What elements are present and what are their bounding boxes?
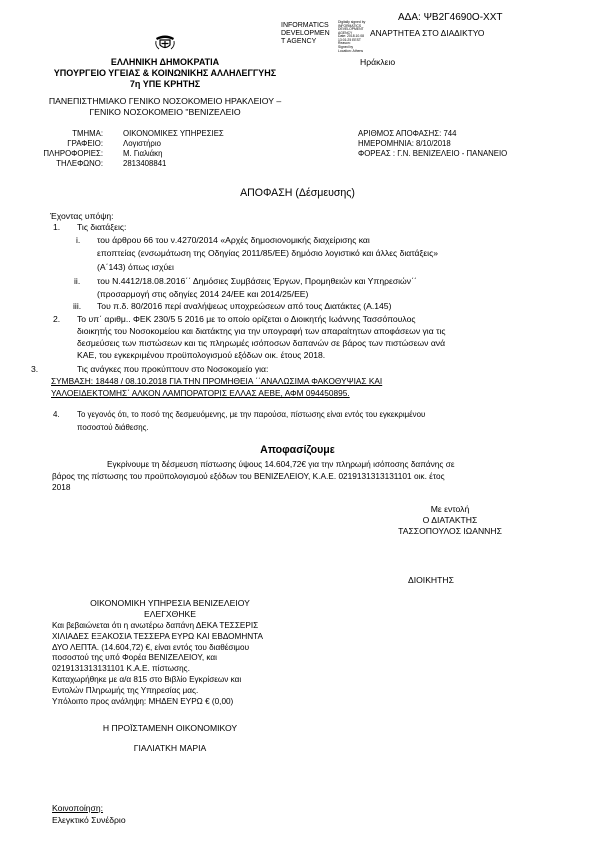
decision-body: ΦΟΡΕΑΣ : Γ.Ν. ΒΕΝΙΖΕΛΕΙΟ - ΠΑΝΑΝΕΙΟ [358, 149, 508, 159]
signatory-role: ΔΙΟΙΚΗΤΗΣ [408, 575, 454, 585]
decision-number: ΑΡΙΘΜΟΣ ΑΠΟΦΑΣΗΣ: 744 [358, 129, 457, 138]
digital-signature-label: INFORMATICS DEVELOPMEN T AGENCY [281, 22, 330, 45]
digital-signature-details: Digitally signed by INFORMATICS DEVELOPMENT AGENCY Date: 2018.10.08 13:01:25 EEST Reason: Signed by Location: Athens [338, 20, 366, 53]
contract-line-1: ΣΥΜΒΑΣΗ: 18448 / 08.10.2018 ΓΙΑ ΤΗΝ ΠΡΟΜΗΘΕΙΑ ΄΄ΑΝΑΛΩΣΙΜΑ ΦΑΚΟΘΥΨΙΑΣ ΚΑΙ [51, 376, 383, 386]
notification-recipient: Ελεγκτικό Συνέδριο [52, 815, 126, 825]
decide-heading: Αποφασίζουμε [260, 444, 335, 456]
item-1-text: Τις διατάξεις: [77, 222, 127, 232]
finance-verification: Και βεβαιώνεται ότι η ανωτέρω δαπάνη ΔΕΚΑ ΤΕΣΣΕΡΙΣ ΧΙΛΙΑΔΕΣ ΕΞΑΚΟΣΙΑ ΤΕΣΣΕΡΑ ΕΥΡΩ ΚΑΙ ΕΒΔΟΜΗΝΤΑ ΔΥΟ ΛΕΠΤΑ. (14.604,72) €, είναι εντός του διαθέσιμου ποσοστού της υπό Φορέα ΒΕΝΙΖΕΛΕΙΟΥ, και 0219131313131101 Κ.Α.Ε. πίστωσης. Καταχωρήθηκε με α/α 815 στο Βιβλίο Εγκρίσεων και Εντολών Πληρωμής της Υπηρεσίας μας. Υπόλοιπο προς ανάληψη: ΜΗΔΕΝ ΕΥΡΩ € (0,00) [52, 621, 264, 706]
place: Ηράκλειο [360, 57, 396, 67]
signature-block: Με εντολή Ο ΔΙΑΤΑΚΤΗΣ ΤΑΣΣΟΠΟΥΛΟΣ ΙΩΑΝΝΗΣ [398, 504, 502, 537]
finance-head: Η ΠΡΟΪΣΤΑΜΕΝΗ ΟΙΚΟΝΟΜΙΚΟΥ ΓΙΑΛΙΑΤΚΗ ΜΑΡΙΑ [102, 723, 238, 754]
issuer-block [40, 57, 290, 89]
details-right [358, 129, 507, 159]
publish-note: ΑΝΑΡΤΗΤΕΑ ΣΤΟ ΔΙΑΔΙΚΤΥΟ [370, 28, 485, 38]
decision-document: ΑΔΑ: ΨΒ2Γ4690Ο-ΧΧΤ INFORMATICS DEVELOPMEN T AGENCY Digitally signed by INFORMATICS DEVELOPMENT AGENCY Date: 2018.10.08 13:01:25 EEST Reason: Signed by Location: Athens ΑΝΑΡΤΗΤΕΑ ΣΤΟ ΔΙΑΔΙΚΤΥΟ Ηράκλειο ΕΛΛΗΝΙΚΗ ΔΗΜΟΚΡΑΤΙΑ ΥΠΟΥΡΓΕΙΟ ΥΓΕΙΑΣ & ΚΟΙΝΩΝΙΚΗΣ ΑΛΛΗΛΕΓΓΥΗΣ 7η ΥΠΕ ΚΡΗΤΗΣ ΠΑΝΕΠΙΣΤΗΜΙΑΚΟ ΓΕΝΙΚΟ ΝΟΣΟΚΟΜΕΙΟ ΗΡΑΚΛΕΙΟΥ – ΓΕΝΙΚΟ ΝΟΣΟΚΟΜΕΙΟ "ΒΕΝΙΖΕΛΕΙΟ ΤΜΗΜΑ: ΟΙΚΟΝΟΜΙΚΕΣ ΥΠΗΡΕΣΙΕΣ ΓΡΑΦΕΙΟ: Λογιστήριο ΠΛΗΡΟΦΟΡΙΕΣ: Μ. Γιαλιάκη ΤΗΛΕΦΩΝΟ: 2813408841 ΑΡΙΘΜΟΣ ΑΠΟΦΑΣΗΣ: 744 ΗΜΕΡΟΜΗΝΙΑ: 8/10/2018 ΦΟΡΕΑΣ : Γ.Ν. ΒΕΝΙΖΕΛΕΙΟ - ΠΑΝΑΝΕΙΟ ΑΠΟΦΑΣΗ (Δέσμευσης) Έχοντας υπόψη: 1. Τις διατάξεις: i. του άρθρου 66 του ν.4270/2014 «Αρχές δημοσιονομικής διαχείρισης και εποπτείας (ενσωμάτωση της Οδηγίας 2011/85/ΕΕ) δημόσιο λογιστικό και άλλες διατάξεις» (Α΄143) όπως ισχύει ii. του Ν.4412/18.08.2016΄΄ Δημόσιες Συμβάσεις Έργων, Προμηθειών και Υπηρεσιών΄΄ (προσαρμογή στις οδηγίες 2014 24/ΕΕ και 2014/25/ΕΕ) iii. Του π.δ. 80/2016 περί αναλήψεως υποχρεώσεων από τους Διατάκτες (Α.145) 2. Το υπ΄ αριθμ.. ΦΕΚ 230/5 5 2016 με το οποίο ορίζεται ο Διοικητής Ιωάννης Τασσόπουλος διοικητής του Νοσοκομείου και διατάκτης για την υπογραφή των απαραίτητων αποφάσεων για τις δεσμεύσεις των πιστώσεων και τις πληρωμές ισόποσων δαπανών σε βάρος των πιστώσεων ανά ΚΑΕ, του εγκεκριμένου προϋπολογισμού εξόδων οικ. έτους 2018. 3. Τις ανάγκες που προκύπτουν στο Νοσοκομείο για: ΣΥΜΒΑΣΗ: 18448 / 08.10.2018 ΓΙΑ ΤΗΝ ΠΡΟΜΗΘΕΙΑ ΄΄ΑΝΑΛΩΣΙΜΑ ΦΑΚΟΘΥΨΙΑΣ ΚΑΙ ΥΑΛΟΕΙΔΕΚΤΟΜΗΣ΄ ΑΛΚΟΝ ΛΑΜΠΟΡΑΤΟΡΙΣ ΕΛΛΑΣ ΑΕΒΕ, ΑΦΜ 094450895. 4. Το γεγονός ότι, το ποσό της δεσμευόμενης, με την παρούσα, πίστωσης είναι εντός του εγκεκριμένου ποσοστού διάθεσης. Αποφασίζουμε Εγκρίνουμε τη δέσμευση πίστωσης ύψους 14.604,72€ για την πληρωμή ισόποσης δαπάνης σε βάρος της πίστωσης του προϋπολογισμού εξόδων του ΒΕΝΙΖΕΛΕΙΟΥ, Κ.Α.Ε. 0219131313131101 οικ. έτος 2018 Με εντολή Ο ΔΙΑΤΑΚΤΗΣ ΤΑΣΣΟΠΟΥΛΟΣ ΙΩΑΝΝΗΣ ΔΙΟΙΚΗΤΗΣ ΟΙΚΟΝΟΜΙΚΗ ΥΠΗΡΕΣΙΑ ΒΕΝΙΖΕΛΕΙΟΥ ΕΛΕΓΧΘΗΚΕ Και βεβαιώνεται ότι η ανωτέρω δαπάνη ΔΕΚΑ ΤΕΣΣΕΡΙΣ ΧΙΛΙΑΔΕΣ ΕΞΑΚΟΣΙΑ ΤΕΣΣΕΡΑ ΕΥΡΩ ΚΑΙ ΕΒΔΟΜΗΝΤΑ ΔΥΟ ΛΕΠΤΑ. (14.604,72) €, είναι εντός του διαθέσιμου ποσοστού της υπό Φορέα ΒΕΝΙΖΕΛΕΙΟΥ, και 0219131313131101 Κ.Α.Ε. πίστωσης. Καταχωρήθηκε με α/α 815 στο Βιβλίο Εγκρίσεων και Εντολών Πληρωμής της Υπηρεσίας μας. Υπόλοιπο προς ανάληψη: ΜΗΔΕΝ ΕΥΡΩ € (0,00) Η ΠΡΟΪΣΤΑΜΕΝΗ ΟΙΚΟΝΟΜΙΚΟΥ ΓΙΑΛΙΑΤΚΗ ΜΑΡΙΑ Κοινοποίηση: Ελεγκτικό Συνέδριο [0, 0, 595, 842]
hospital-name: ΠΑΝΕΠΙΣΤΗΜΙΑΚΟ ΓΕΝΙΚΟ ΝΟΣΟΚΟΜΕΙΟ ΗΡΑΚΛΕΙΟΥ – ΓΕΝΙΚΟ ΝΟΣΟΚΟΜΕΙΟ "ΒΕΝΙΖΕΛΕΙΟ [48, 96, 282, 117]
issuer-ministry: ΥΠΟΥΡΓΕΙΟ ΥΓΕΙΑΣ & ΚΟΙΝΩΝΙΚΗΣ ΑΛΛΗΛΕΓΓΥΗΣ [53, 67, 277, 78]
issuer-region: 7η ΥΠΕ ΚΡΗΤΗΣ [129, 78, 201, 89]
contract-line-2: ΥΑΛΟΕΙΔΕΚΤΟΜΗΣ΄ ΑΛΚΟΝ ΛΑΜΠΟΡΑΤΟΡΙΣ ΕΛΛΑΣ ΑΕΒΕ, ΑΦΜ 094450895. [51, 388, 350, 398]
intro-text: Έχοντας υπόψη: [50, 211, 114, 221]
notification-heading: Κοινοποίηση: [52, 803, 104, 813]
document-title: ΑΠΟΦΑΣΗ (Δέσμευσης) [240, 187, 355, 199]
finance-title: ΟΙΚΟΝΟΜΙΚΗ ΥΠΗΡΕΣΙΑ ΒΕΝΙΖΕΛΕΙΟΥ ΕΛΕΓΧΘΗΚΕ [90, 598, 250, 619]
ada-code: ΑΔΑ: ΨΒ2Γ4690Ο-ΧΧΤ [398, 12, 503, 23]
greek-emblem-icon [154, 33, 176, 51]
details-left: ΤΜΗΜΑ: ΟΙΚΟΝΟΜΙΚΕΣ ΥΠΗΡΕΣΙΕΣ ΓΡΑΦΕΙΟ: Λογιστήριο ΠΛΗΡΟΦΟΡΙΕΣ: Μ. Γιαλιάκη ΤΗΛΕΦΩΝΟ: 2813408841 [43, 129, 224, 169]
decision-date: ΗΜΕΡΟΜΗΝΙΑ: 8/10/2018 [358, 139, 451, 149]
issuer-country: ΕΛΛΗΝΙΚΗ ΔΗΜΟΚΡΑΤΙΑ [110, 57, 220, 67]
